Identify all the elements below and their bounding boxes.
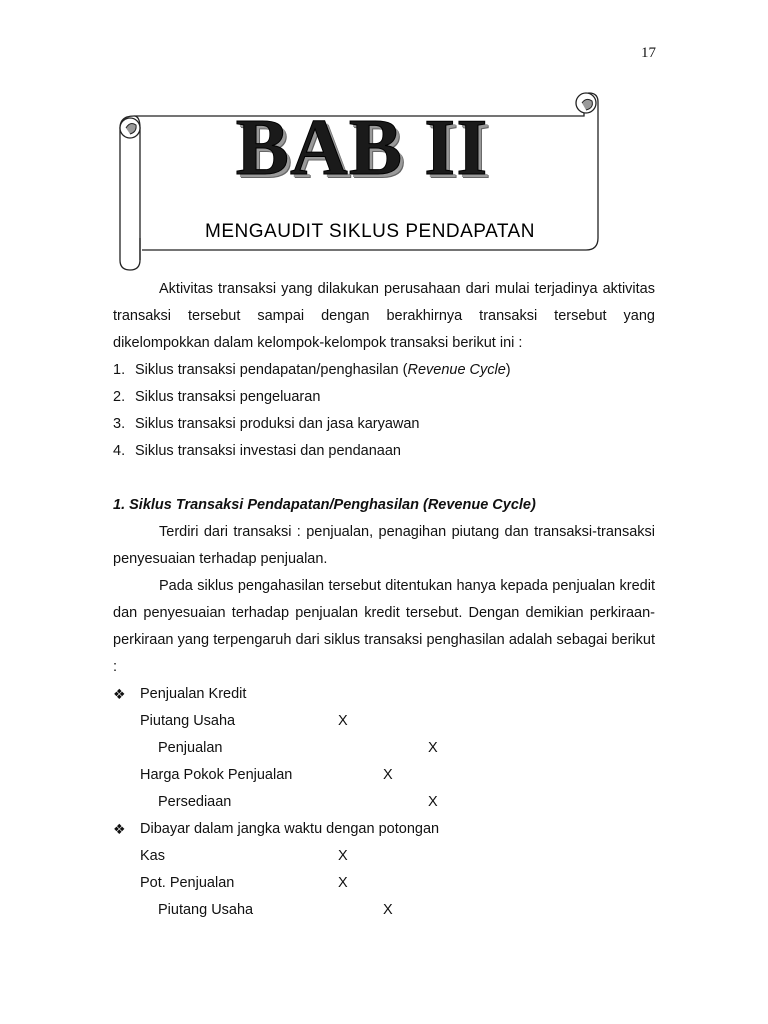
credit-mark: X — [428, 794, 438, 810]
credit-mark: X — [428, 740, 438, 756]
list-text: Siklus transaksi pendapatan/penghasilan (Revenue Cycle) — [135, 362, 511, 378]
list-number: 2. — [113, 389, 126, 405]
list-number: 3. — [113, 416, 126, 432]
journal-entry — [113, 870, 655, 897]
section-paragraph: Pada siklus pengahasilan tersebut ditentukan hanya kepada penjualan kredit dan penyesuaian terhadap penjualan kredit tersebut. Dengan demikian perkiraan-perkiraan yang terpengaruh dari siklus transaksi penghasilan adalah sebagai berikut : — [113, 578, 655, 675]
bullet-item — [113, 681, 655, 708]
list-item — [113, 384, 655, 411]
list-item — [113, 438, 655, 465]
diamond-bullet-icon: ❖ — [113, 821, 126, 837]
list-item — [113, 411, 655, 438]
cycle-list — [113, 357, 655, 465]
journal-entry — [113, 897, 655, 924]
account-name: Piutang Usaha — [140, 713, 236, 729]
bullet-text: Penjualan Kredit — [140, 686, 247, 702]
journal-entry — [113, 708, 655, 735]
bullet-text: Dibayar dalam jangka waktu dengan potongan — [140, 821, 440, 837]
debit-mark: X — [338, 848, 348, 864]
list-text: Siklus transaksi pengeluaran — [135, 389, 321, 405]
page-body — [113, 276, 655, 924]
account-name: Pot. Penjualan — [140, 875, 235, 891]
account-name: Harga Pokok Penjualan — [140, 767, 293, 783]
section-paragraph: Terdiri dari transaksi : penjualan, penagihan piutang dan transaksi-transaksi penyesuaian terhadap penjualan. — [113, 524, 655, 567]
journal-entry — [113, 735, 655, 762]
bullet-item — [113, 816, 655, 843]
list-item — [113, 357, 655, 384]
debit-mark: X — [383, 767, 393, 783]
list-text: Siklus transaksi investasi dan pendanaan — [135, 443, 401, 459]
debit-mark: X — [338, 713, 348, 729]
credit-mark: X — [383, 902, 393, 918]
chapter-subtitle: MENGAUDIT SIKLUS PENDAPATAN — [205, 221, 535, 242]
debit-mark: X — [338, 875, 348, 891]
account-name: Kas — [140, 848, 165, 864]
account-name: Piutang Usaha — [158, 902, 254, 918]
list-number: 1. — [113, 362, 126, 378]
account-name: Penjualan — [158, 740, 223, 756]
journal-entry — [113, 843, 655, 870]
chapter-title: BAB II — [235, 104, 489, 192]
diamond-bullet-icon: ❖ — [113, 686, 126, 702]
page-number: 17 — [641, 45, 656, 61]
section-heading: 1. Siklus Transaksi Pendapatan/Penghasilan (Revenue Cycle) — [113, 497, 536, 513]
list-number: 4. — [113, 443, 126, 459]
journal-entry — [113, 762, 655, 789]
chapter-banner — [112, 88, 612, 278]
account-name: Persediaan — [158, 794, 232, 810]
intro-paragraph: Aktivitas transaksi yang dilakukan perusahaan dari mulai terjadinya aktivitas transaksi tersebut sampai dengan berakhirnya transaksi tersebut yang dikelompokkan dalam kelompok-kelompok transaksi berikut ini : — [113, 281, 655, 351]
list-text: Siklus transaksi produksi dan jasa karyawan — [135, 416, 420, 432]
journal-entry — [113, 789, 655, 816]
